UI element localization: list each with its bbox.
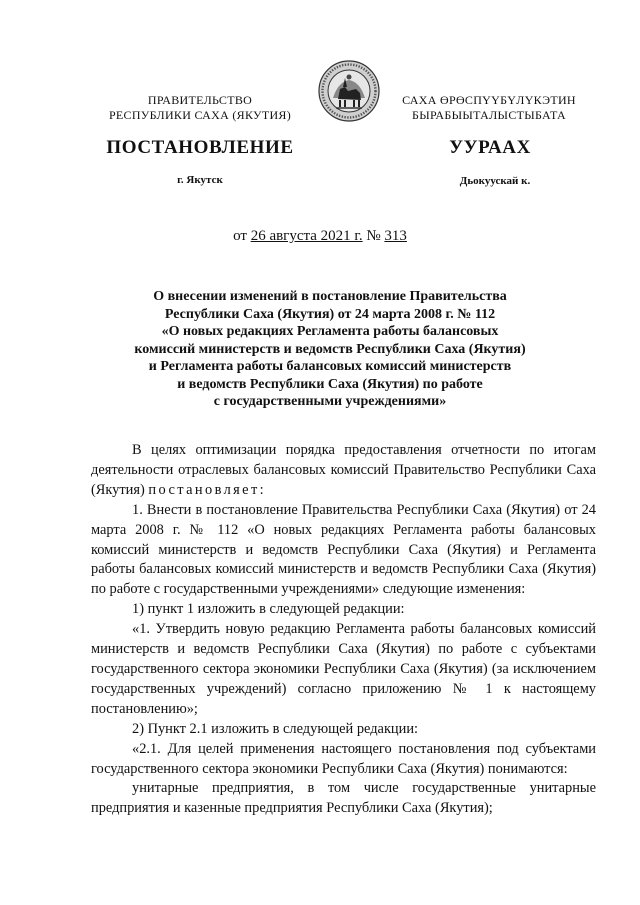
- coat-of-arms-yakutia-icon: [318, 60, 380, 122]
- body-paragraph: 1) пункт 1 изложить в следующей редакции:: [132, 601, 405, 618]
- org-name-sah-line-2: БЫРАБЫЫТАЛЫСТЫБАТА: [412, 108, 566, 122]
- title-line: О внесении изменений в постановление Правительства: [153, 289, 507, 304]
- doc-type-sah: УУРААХ: [449, 137, 531, 158]
- number-sign: №: [366, 228, 381, 244]
- city-ru: г. Якутск: [177, 174, 223, 186]
- title-line: и Регламента работы балансовых комиссий министерств: [148, 359, 512, 374]
- org-name-ru-line-1: ПРАВИТЕЛЬСТВО: [147, 93, 253, 107]
- org-name-ru: [90, 93, 310, 123]
- org-name-sah: [374, 93, 604, 123]
- document-date: 26 августа 2021 г.: [250, 228, 363, 244]
- title-line: «О новых редакциях Регламента работы балансовых: [161, 324, 499, 339]
- body-paragraph: «1. Утвердить новую редакцию Регламента работы балансовых комиссий министерств и ведомств Республики Саха (Якутия) по работе с субъектами государственного сектора экономики Республики Саха (Якутия) (за исключением государственных учреждений) согласно приложению № 1 к настоящему постановлению»;: [91, 621, 596, 717]
- body-paragraph: 2) Пункт 2.1 изложить в следующей редакции:: [132, 720, 419, 737]
- org-name-ru-line-2: РЕСПУБЛИКИ САХА (ЯКУТИЯ): [108, 108, 292, 122]
- decree-word: постановляет:: [148, 481, 267, 498]
- title-line: и ведомств Республики Саха (Якутия) по работе: [177, 376, 483, 392]
- title-line: Республики Саха (Якутия) от 24 марта 2008 г. № 112: [164, 306, 496, 322]
- intro-text: В целях оптимизации порядка предоставления отчетности по итогам деятельности отраслевых балансовых комиссий Правительство Республики Саха (Якутия): [91, 442, 596, 498]
- body-paragraph: унитарные предприятия, в том числе государственные унитарные предприятия и казенные предприятия Республики Саха (Якутия);: [91, 780, 596, 817]
- document-body: [91, 441, 596, 819]
- document-number: 313: [384, 228, 407, 244]
- city-sah: Дьокуускай к.: [459, 175, 531, 187]
- document-date-line: [0, 228, 640, 245]
- document-title: [120, 288, 540, 411]
- body-paragraph-intro: [91, 441, 596, 501]
- body-paragraph: 1. Внести в постановление Правительства Республики Саха (Якутия) от 24 марта 2008 г. № 112 «О новых редакциях Регламента работы балансовых комиссий министерств и ведомств Республики Саха (Якутия) и Регламента работы балансовых комиссий министерств и ведомств Республики Саха (Якутия) по работе с государственными учреждениями» следующие изменения:: [91, 501, 596, 598]
- org-name-sah-line-1: САХА ӨРӨСПҮҮБҮЛҮКЭТИН: [402, 93, 576, 107]
- title-line: комиссий министерств и ведомств Республики Саха (Якутия): [134, 341, 526, 357]
- body-paragraph: «2.1. Для целей применения настоящего постановления под субъектами государственного сектора экономики Республики Саха (Якутия) понимаются:: [91, 740, 596, 777]
- date-prefix: от: [233, 228, 247, 244]
- title-line: с государственными учреждениями»: [213, 394, 447, 409]
- doc-type-ru: ПОСТАНОВЛЕНИЕ: [106, 137, 294, 158]
